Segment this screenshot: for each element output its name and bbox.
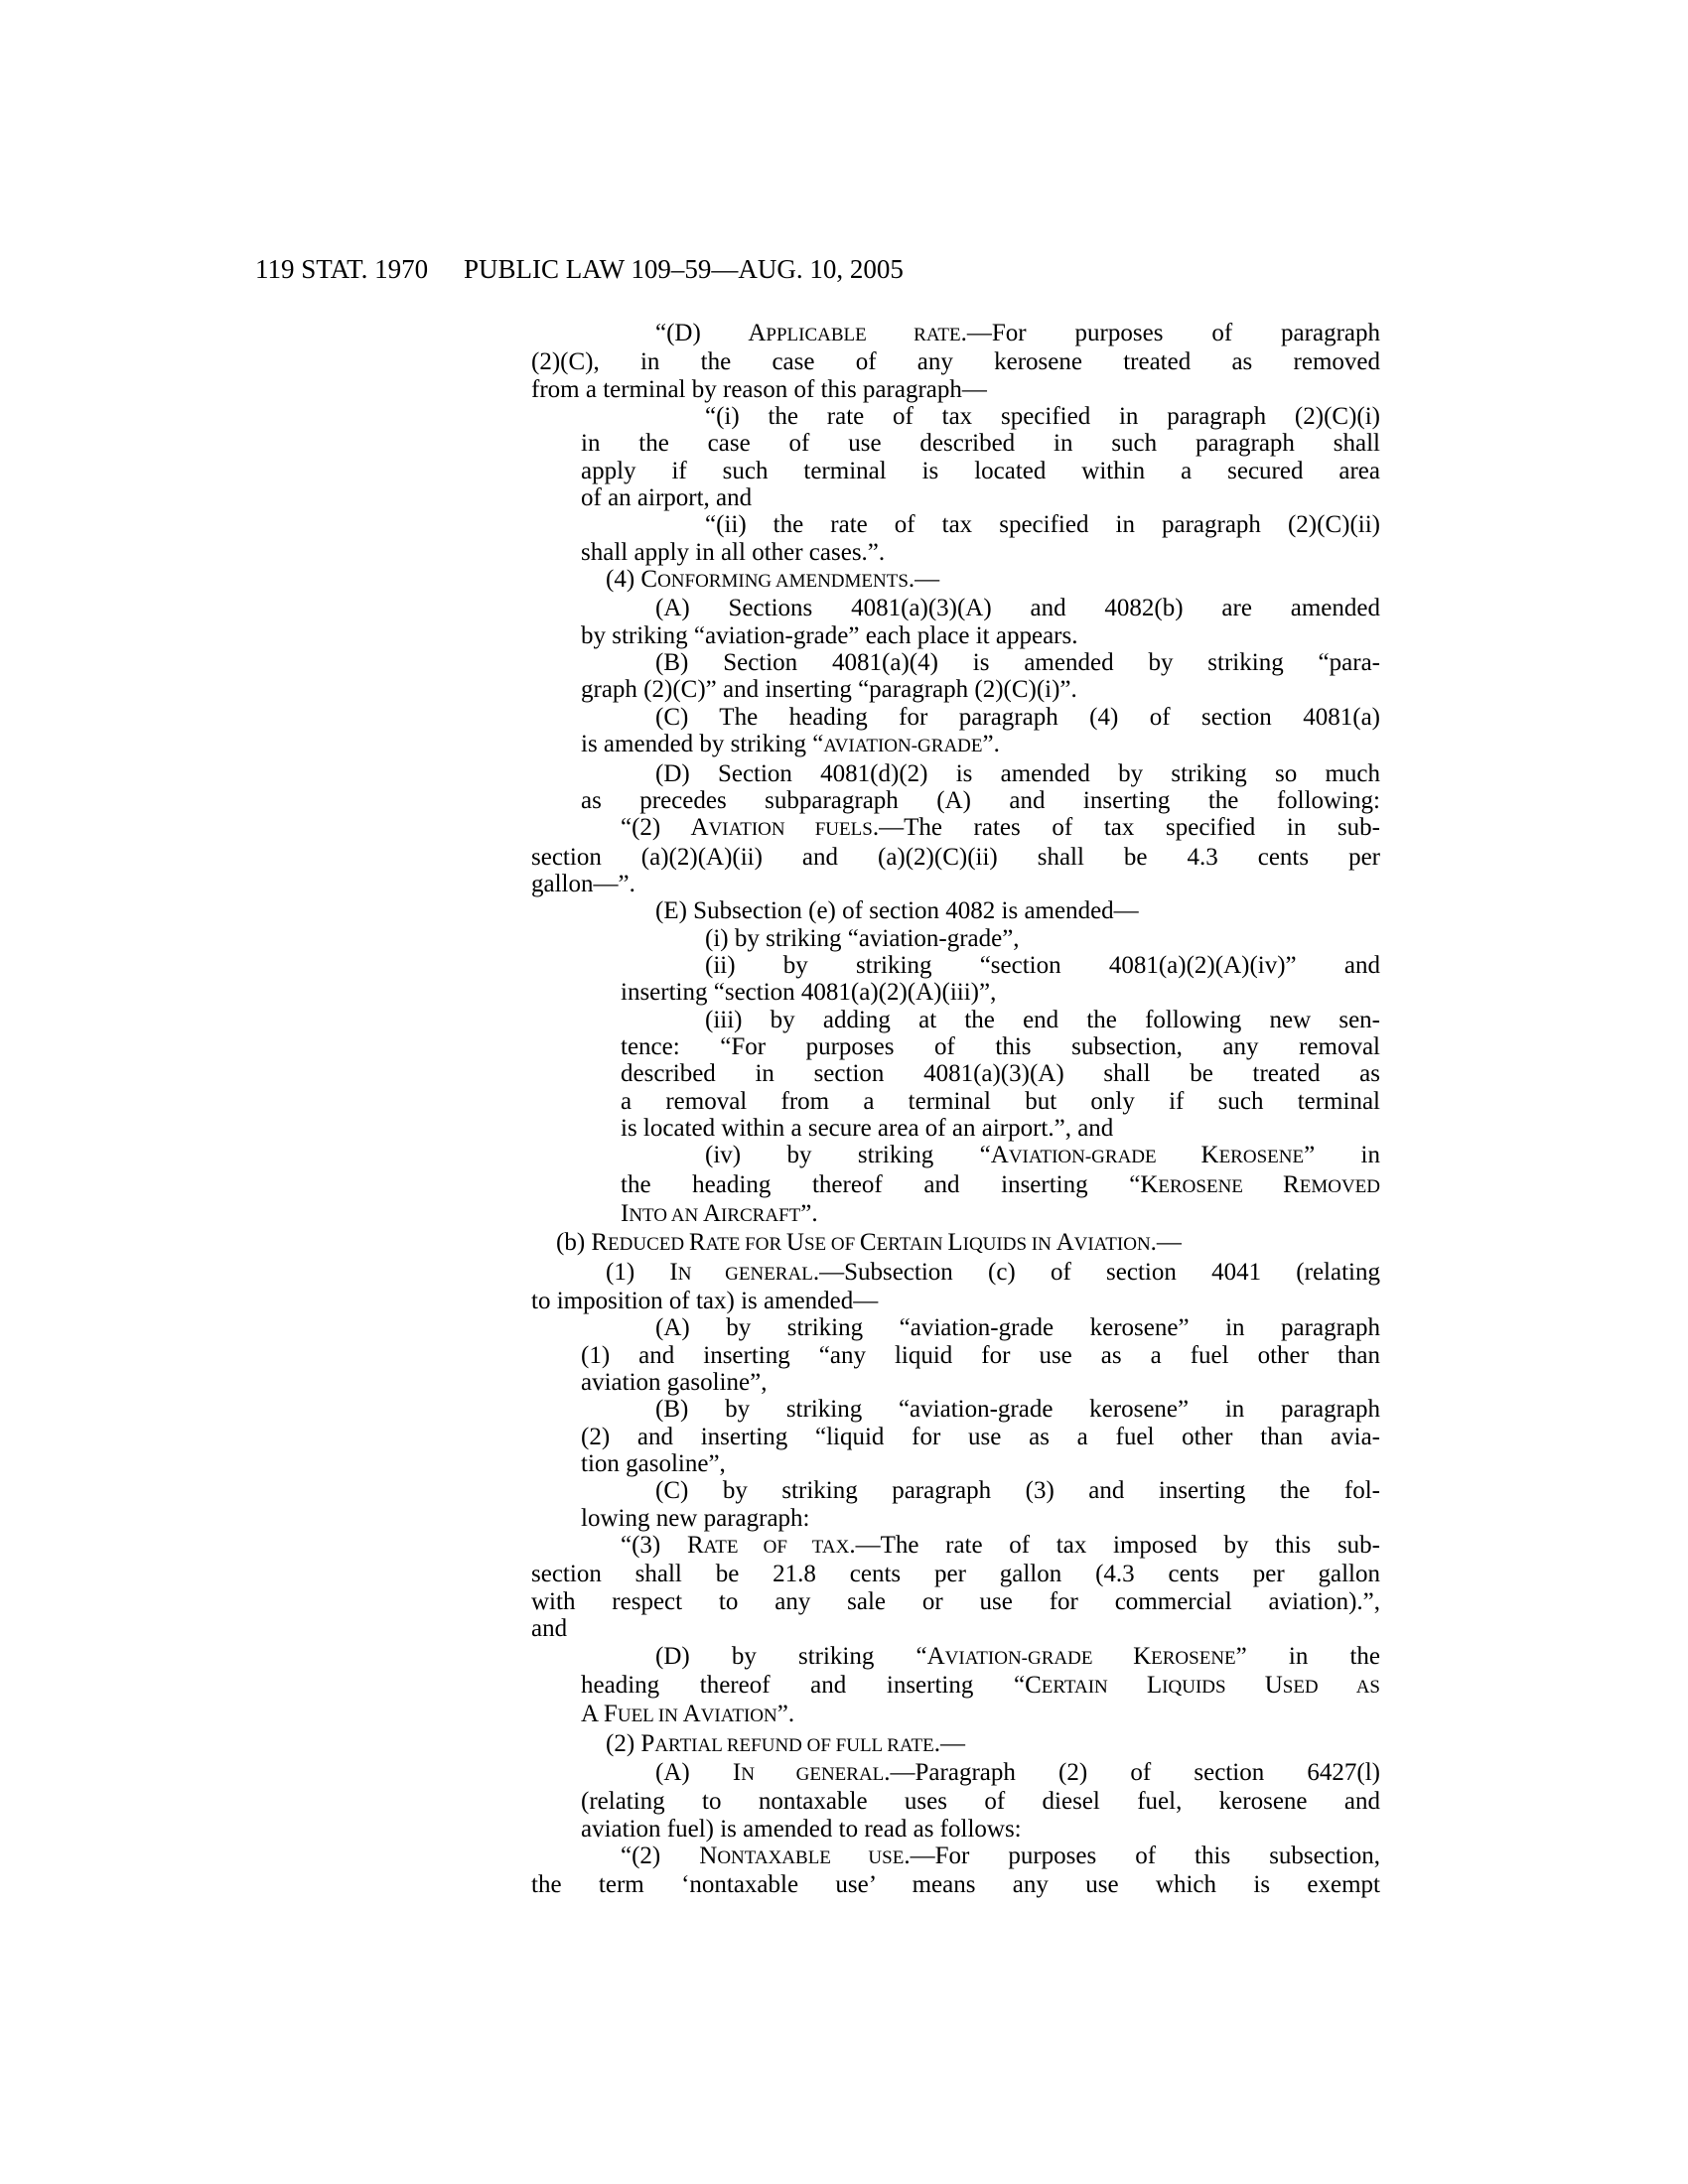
stat-page-number: 119 STAT. 1970	[255, 254, 429, 284]
statute-line: A FUEL IN AVIATION”.	[581, 1701, 795, 1728]
statute-line: (2)(C), in the case of any kerosene treated as removed	[531, 348, 1380, 376]
statute-line: and	[531, 1615, 568, 1643]
statute-line: graph (2)(C)” and inserting “paragraph (2)(C)(i)”.	[581, 676, 1077, 704]
statute-line: apply if such terminal is located within a secured area	[581, 457, 1380, 484]
statute-line: the heading thereof and inserting “KEROSENE REMOVED	[621, 1170, 1381, 1198]
statute-line: in the case of use described in such paragraph shall	[581, 430, 1380, 458]
statute-line: (A) by striking “aviation-grade kerosene” in paragraph	[655, 1314, 1380, 1342]
statute-line: INTO AN AIRCRAFT”.	[621, 1200, 818, 1227]
statute-line: (2) PARTIAL REFUND OF FULL RATE.—	[606, 1729, 965, 1757]
statute-line: (ii) by striking “section 4081(a)(2)(A)(iv)” and	[705, 951, 1380, 979]
statute-line: to imposition of tax) is amended—	[531, 1288, 879, 1315]
statute-line: a removal from a terminal but only if such terminal	[621, 1087, 1380, 1115]
statute-line: section (a)(2)(A)(ii) and (a)(2)(C)(ii) shall be 4.3 cents per	[531, 843, 1380, 871]
statute-line: the term ‘nontaxable use’ means any use which is exempt	[531, 1871, 1380, 1899]
statute-line: “(2) AVIATION FUELS.—The rates of tax specified in sub-	[621, 814, 1381, 842]
statute-line: (i) by striking “aviation-grade”,	[705, 924, 1020, 952]
statute-line: aviation fuel) is amended to read as follows:	[581, 1815, 1022, 1843]
statute-line: “(i) the rate of tax specified in paragraph (2)(C)(i)	[705, 403, 1380, 431]
statute-line: of an airport, and	[581, 484, 753, 512]
statute-line: with respect to any sale or use for commercial aviation).”,	[531, 1587, 1380, 1615]
law-title: PUBLIC LAW 109–59—AUG. 10, 2005	[464, 254, 904, 284]
statute-line: is located within a secure area of an airport.”, and	[621, 1114, 1114, 1142]
statute-line: “(ii) the rate of tax specified in paragraph (2)(C)(ii)	[705, 511, 1380, 539]
statute-line: shall apply in all other cases.”.	[581, 538, 886, 566]
statute-line: (B) by striking “aviation-grade kerosene” in paragraph	[655, 1396, 1380, 1424]
statute-line: (D) by striking “AVIATION-GRADE KEROSENE” in the	[655, 1642, 1381, 1670]
statute-line: “(3) RATE OF TAX.—The rate of tax imposed by this sub-	[621, 1532, 1380, 1560]
statute-line: is amended by striking “AVIATION-GRADE”.	[581, 731, 1000, 758]
statute-line: gallon—”.	[531, 870, 635, 897]
statute-line: (iv) by striking “AVIATION-GRADE KEROSENE” in	[705, 1142, 1381, 1169]
statute-line: inserting “section 4081(a)(2)(A)(iii)”,	[621, 979, 997, 1007]
statute-line: section shall be 21.8 cents per gallon (4.3 cents per gallon	[531, 1561, 1380, 1588]
statute-line: described in section 4081(a)(3)(A) shall be treated as	[621, 1060, 1380, 1088]
statute-line: (A) IN GENERAL.—Paragraph (2) of section 6427(l)	[655, 1758, 1380, 1786]
statute-line: aviation gasoline”,	[581, 1369, 768, 1397]
statute-line: (B) Section 4081(a)(4) is amended by striking “para-	[655, 649, 1380, 677]
statute-line: (2) and inserting “liquid for use as a fuel other than avia-	[581, 1423, 1380, 1450]
statute-line: (iii) by adding at the end the following new sen-	[705, 1006, 1380, 1033]
statute-line: from a terminal by reason of this paragraph—	[531, 375, 987, 403]
statute-line: tion gasoline”,	[581, 1450, 726, 1478]
statute-line: (1) and inserting “any liquid for use as a fuel other than	[581, 1341, 1380, 1369]
statute-line: by striking “aviation-grade” each place it appears.	[581, 621, 1078, 649]
statute-line: (D) Section 4081(d)(2) is amended by striking so much	[655, 759, 1380, 787]
page-header	[0, 255, 1688, 285]
statute-line: (1) IN GENERAL.—Subsection (c) of section 4041 (relating	[606, 1258, 1380, 1286]
statute-line: heading thereof and inserting “CERTAIN LIQUIDS USED AS	[581, 1671, 1381, 1699]
statute-line: tence: “For purposes of this subsection, any removal	[621, 1032, 1380, 1060]
statute-text-block	[397, 320, 1380, 1899]
statute-line: as precedes subparagraph (A) and inserting the following:	[581, 786, 1380, 814]
statute-line: (b) REDUCED RATE FOR USE OF CERTAIN LIQUIDS IN AVIATION.—	[556, 1229, 1182, 1257]
statute-line: (E) Subsection (e) of section 4082 is amended—	[655, 897, 1139, 925]
statute-line: “(D) APPLICABLE RATE.—For purposes of paragraph	[655, 320, 1380, 346]
statute-line: lowing new paragraph:	[581, 1504, 810, 1532]
statute-line: (4) CONFORMING AMENDMENTS.—	[606, 566, 940, 594]
statute-line: (relating to nontaxable uses of diesel fuel, kerosene and	[581, 1788, 1380, 1816]
statute-line: (C) The heading for paragraph (4) of section 4081(a)	[655, 703, 1380, 731]
statute-line: (C) by striking paragraph (3) and inserting the fol-	[655, 1477, 1380, 1505]
statute-line: “(2) NONTAXABLE USE.—For purposes of this subsection,	[621, 1842, 1380, 1869]
statute-line: (A) Sections 4081(a)(3)(A) and 4082(b) are amended	[655, 595, 1380, 622]
